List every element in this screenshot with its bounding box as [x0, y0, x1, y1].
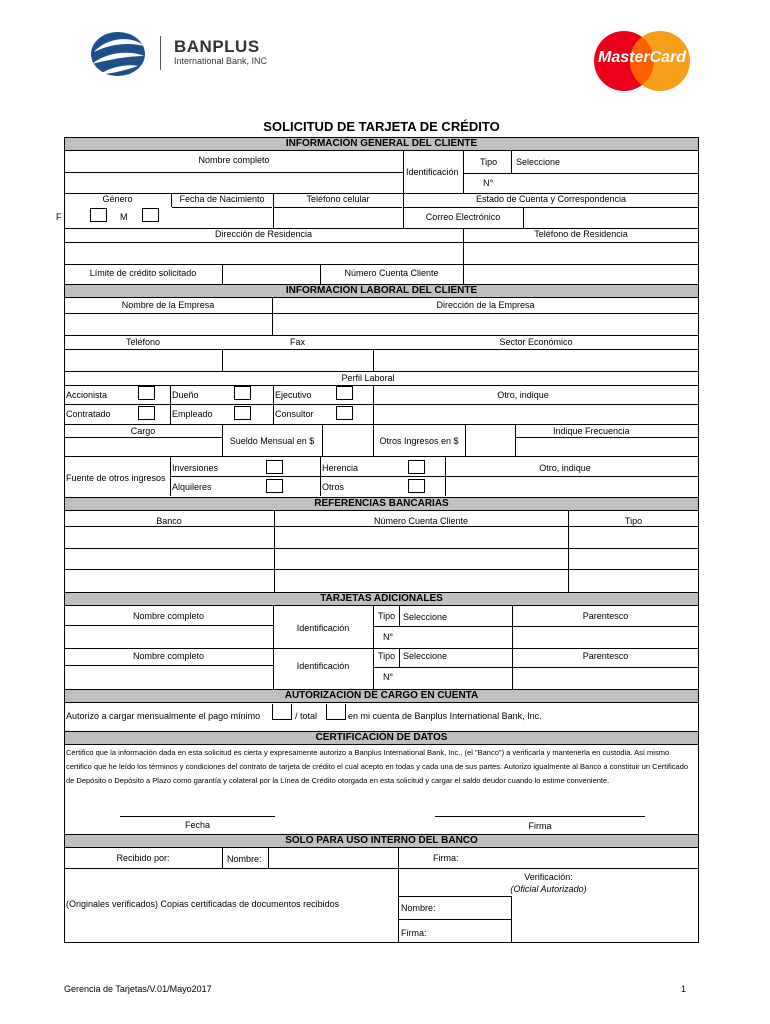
label-direccion: Dirección de Residencia [214, 229, 313, 239]
form-title: SOLICITUD DE TARJETA DE CRÉDITO [263, 119, 500, 134]
section-adicionales-header: TARJETAS ADICIONALES [64, 592, 699, 606]
section-certificacion-header: CERTIFICACIÓN DE DATOS [64, 731, 699, 745]
label-ref-numero-cuenta: Número Cuenta Cliente [373, 516, 469, 526]
label-fecha: Fecha [184, 820, 210, 830]
section-referencias-header: REFERENCIAS BANCARIAS [64, 497, 699, 511]
label-otros: Otros [322, 482, 345, 492]
label-adic-nombre-1: Nombre completo [132, 611, 205, 621]
page-number: 1 [681, 984, 687, 994]
label-nombre-verif: Nombre: [401, 903, 436, 913]
label-empleado: Empleado [172, 409, 213, 419]
footer-version: Gerencia de Tarjetas/V.01/Mayo2017 [64, 984, 212, 994]
label-firma: Firma [528, 821, 552, 831]
checkbox-genero-f[interactable] [90, 208, 107, 222]
logo-divider [160, 36, 161, 70]
section-general-header: INFORMACIÓN GENERAL DEL CLIENTE [64, 137, 699, 151]
input-otro-ingreso[interactable] [446, 477, 698, 495]
auth-text-2: / total [295, 711, 318, 721]
label-m: M [120, 212, 128, 222]
label-estado-cuenta: Estado de Cuenta y Correspondencia [475, 194, 627, 204]
input-correo[interactable] [524, 208, 698, 228]
label-nombre-interno: Nombre: [227, 854, 262, 864]
label-accionista: Accionista [66, 390, 108, 400]
checkbox-contratado[interactable] [138, 406, 155, 420]
input-frecuencia[interactable] [516, 438, 698, 456]
checkbox-herencia[interactable] [408, 460, 425, 474]
label-originales: (Originales verificados) Copias certificadas de documentos recibidos [66, 899, 340, 909]
input-cargo[interactable] [64, 438, 222, 456]
label-sector: Sector Económico [499, 337, 573, 347]
label-otros-ingresos: Otros Ingresos en $ [379, 436, 459, 446]
banplus-logo [88, 30, 278, 78]
label-herencia: Herencia [322, 463, 359, 473]
label-f: F [56, 212, 62, 222]
input-sector[interactable] [374, 350, 698, 370]
label-perfil: Perfil Laboral [341, 373, 395, 383]
input-direccion[interactable] [64, 243, 463, 264]
checkbox-otros[interactable] [408, 479, 425, 493]
auth-text-1: Autorizo a cargar mensualmente el pago mínimo [66, 711, 261, 721]
label-parentesco-2: Parentesco [582, 651, 629, 661]
label-tipo: Tipo [480, 157, 498, 167]
mastercard-text: MasterCard [597, 49, 687, 66]
checkbox-inversiones[interactable] [266, 460, 283, 474]
input-adic-nombre-1[interactable] [64, 626, 273, 648]
checkbox-pago-minimo[interactable] [272, 704, 292, 720]
checkbox-consultor[interactable] [336, 406, 353, 420]
checkbox-alquileres[interactable] [266, 479, 283, 493]
ref-row[interactable] [64, 570, 698, 591]
label-numero-id: N° [483, 178, 494, 188]
label-direccion-empresa: Dirección de la Empresa [436, 300, 535, 310]
input-otro-perfil[interactable] [374, 405, 698, 424]
signature-line-fecha[interactable] [120, 800, 275, 816]
input-verif-nombre[interactable] [512, 897, 698, 919]
label-adic-tipo-2: Tipo [378, 651, 396, 661]
label-ejecutivo: Ejecutivo [275, 390, 312, 400]
checkbox-empleado[interactable] [234, 406, 251, 420]
label-adic-nombre-2: Nombre completo [132, 651, 205, 661]
label-consultor: Consultor [275, 409, 314, 419]
label-adic-numero-1: N° [383, 632, 394, 642]
checkbox-genero-m[interactable] [142, 208, 159, 222]
input-fecha-nacimiento[interactable] [172, 207, 272, 229]
input-fax[interactable] [223, 350, 373, 370]
label-ref-tipo: Tipo [624, 516, 643, 526]
input-nombre-empresa[interactable] [64, 314, 272, 335]
label-nombre-empresa: Nombre de la Empresa [121, 300, 215, 310]
label-numero-cuenta: Número Cuenta Cliente [344, 268, 439, 278]
ref-row[interactable] [64, 527, 698, 548]
input-sueldo[interactable] [323, 425, 373, 455]
ref-row[interactable] [64, 549, 698, 569]
label-oficial: (Oficial Autorizado) [510, 884, 587, 894]
label-otro-indique-ingresos: Otro, indique [539, 463, 591, 473]
select-adic-tipo-2[interactable]: Seleccione [403, 651, 448, 661]
label-limite: Límite de crédito solicitado [89, 268, 197, 278]
label-adic-identificacion-2: Identificación [296, 661, 350, 671]
section-interno-header: SÓLO PARA USO INTERNO DEL BANCO [64, 834, 699, 848]
label-firma-verif: Firma: [401, 928, 427, 938]
label-fax: Fax [289, 337, 305, 347]
label-contratado: Contratado [66, 409, 111, 419]
label-telefono-empresa: Teléfono [125, 337, 161, 347]
label-telefono-celular: Teléfono celular [306, 194, 370, 204]
banplus-logo-mark [88, 30, 148, 78]
label-cargo: Cargo [130, 426, 156, 436]
input-telefono-empresa[interactable] [64, 350, 222, 370]
label-verificacion: Verificación: [524, 872, 573, 882]
label-adic-numero-2: N° [383, 672, 394, 682]
input-limite[interactable] [223, 265, 320, 283]
label-identificacion: Identificación [406, 167, 459, 177]
input-telefono-celular[interactable] [274, 207, 402, 229]
input-nombre-completo[interactable] [64, 173, 403, 193]
signature-line-firma[interactable] [435, 800, 645, 816]
label-fecha-nacimiento: Fecha de Nacimiento [179, 194, 265, 204]
label-banco: Banco [156, 516, 182, 526]
section-autorizacion-header: AUTORIZACIÓN DE CARGO EN CUENTA [64, 689, 699, 703]
label-fuente: Fuente de otros ingresos [66, 473, 166, 483]
mastercard-logo [592, 30, 692, 92]
label-frecuencia: Indique Frecuencia [553, 426, 630, 436]
auth-text-3: en mi cuenta de Banplus International Bank, Inc. [348, 711, 542, 721]
label-otro-indique: Otro, indique [497, 390, 549, 400]
label-alquileres: Alquileres [172, 482, 212, 492]
checkbox-ejecutivo[interactable] [336, 386, 353, 400]
label-firma-interno: Firma: [433, 853, 459, 863]
label-nombre-completo: Nombre completo [198, 155, 270, 165]
label-recibido: Recibido por: [116, 853, 170, 863]
label-telefono-residencia: Teléfono de Residencia [534, 229, 628, 239]
label-dueno: Dueño [172, 390, 199, 400]
label-sueldo: Sueldo Mensual en $ [229, 436, 315, 446]
input-direccion-empresa[interactable] [273, 314, 698, 335]
checkbox-pago-total[interactable] [326, 704, 346, 720]
checkbox-dueno[interactable] [234, 386, 251, 400]
select-adic-tipo-1[interactable]: Seleccione [403, 612, 448, 622]
input-telefono-residencia[interactable] [464, 243, 698, 264]
input-adic-nombre-2[interactable] [64, 666, 273, 688]
input-numero-cuenta[interactable] [464, 265, 698, 283]
input-recibido-nombre[interactable] [269, 849, 397, 868]
select-tipo-id[interactable]: Seleccione [516, 157, 561, 167]
label-adic-tipo-1: Tipo [378, 611, 396, 621]
input-verif-firma[interactable] [512, 920, 698, 942]
brand-subtitle: International Bank, INC [174, 56, 268, 66]
checkbox-accionista[interactable] [138, 386, 155, 400]
label-inversiones: Inversiones [172, 463, 219, 473]
label-adic-identificacion-1: Identificación [296, 623, 350, 633]
label-genero: Género [102, 194, 133, 204]
certificacion-text: Certifico que la información dada en esta solicitud es cierta y expresamente autorizo a Banplus International Bank, Inc., (el "Banco") a verificarla y mantenerla en custodia. Así mismo certifico que he leído los términos y condiciones del contrato de tarjeta de crédito el cual acepto en todas y cada una de sus partes. Autorizo igualmente al Banco a constituir un Certificado de Depósito o Depósito a Plazo como garantía y colateral por la Línea de Crédito otorgada en esta solicitud y cargar el saldo deudor cuando lo estime conveniente. [66, 748, 689, 785]
input-otros-ingresos[interactable] [466, 425, 514, 455]
section-laboral-header: INFORMACIÓN LABORAL DEL CLIENTE [64, 284, 699, 298]
label-parentesco-1: Parentesco [582, 611, 629, 621]
label-correo: Correo Electrónico [425, 212, 501, 222]
brand-name: BANPLUS [174, 37, 260, 56]
